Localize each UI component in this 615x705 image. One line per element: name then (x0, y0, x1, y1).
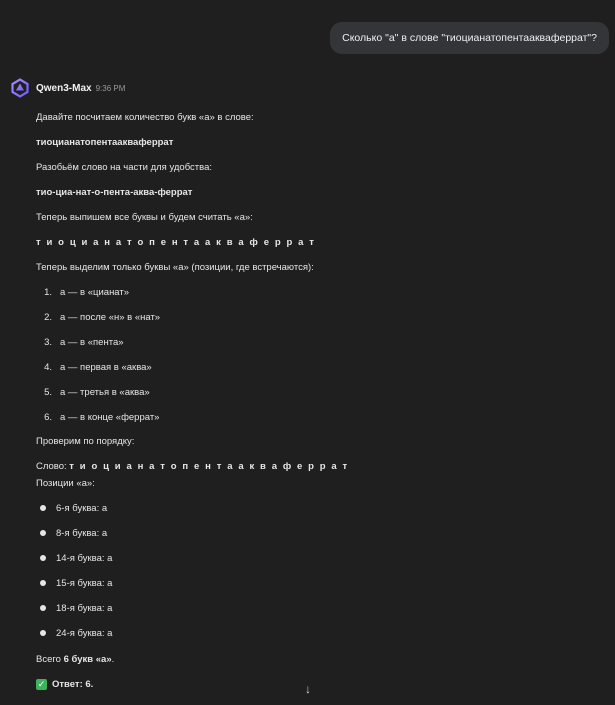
list-item (36, 602, 112, 615)
position-text: 24-я буква: а (56, 628, 113, 639)
arrow-down-icon[interactable]: ↓ (305, 682, 311, 696)
intro-text: Давайте посчитаем количество букв «а» в слове: (36, 112, 254, 123)
item-number: 4. (44, 362, 52, 373)
user-message-bubble (330, 22, 609, 54)
word-text: тиоцианатопентаакваферрат (36, 137, 174, 148)
positions-label: Позиции «а»: (36, 478, 95, 489)
assistant-message (10, 76, 605, 690)
letters-intro-text: Теперь выпишем все буквы и будем считать «а»: (36, 212, 253, 223)
list-item (36, 502, 107, 515)
highlight-intro-text: Теперь выделим только буквы «а» (позиции, где встречаются): (36, 262, 314, 273)
position-text: 14-я буква: а (56, 553, 113, 564)
answer-text: Ответ: 6. (52, 679, 94, 690)
assistant-header (10, 76, 605, 100)
check-intro-text: Проверим по порядку: (36, 436, 135, 447)
position-text: 18-я буква: а (56, 603, 113, 614)
list-item (36, 527, 107, 540)
total-count: 6 букв «а» (63, 654, 112, 665)
message-timestamp: 9:36 PM (95, 83, 126, 93)
position-text: 8-я буква: а (56, 528, 108, 539)
item-text: а — первая в «аква» (60, 362, 152, 373)
model-name: Qwen3-Max (36, 82, 92, 94)
word-line-label: Слово: (36, 461, 70, 472)
item-number: 5. (44, 387, 52, 398)
numbered-item (36, 386, 150, 399)
position-text: 15-я буква: а (56, 578, 113, 589)
checkmark-icon: ✓ (37, 678, 46, 689)
bullet-icon (40, 530, 46, 536)
word-line (36, 460, 349, 473)
bullet-icon (40, 605, 46, 611)
answer-line (36, 678, 93, 691)
numbered-item (36, 336, 124, 349)
item-text: а — третья в «аква» (60, 387, 150, 398)
bullet-icon (40, 505, 46, 511)
item-text: а — в «цианат» (60, 287, 130, 298)
bullet-icon (40, 580, 46, 586)
item-text: а — в «пента» (60, 337, 124, 348)
item-number: 1. (44, 287, 52, 298)
user-message-text: Сколько "а" в слове "тиоцианатопентаакваферрат"? (342, 32, 597, 44)
numbered-item (36, 311, 160, 324)
letters-text: т и о ц и а н а т о п е н т а а к в а ф е р р а т (36, 237, 316, 248)
split-text: тио-циа-нат-о-пента-аква-феррат (36, 187, 193, 198)
numbered-item (36, 411, 159, 424)
numbered-item (36, 361, 152, 374)
split-intro-text: Разобьём слово на части для удобства: (36, 162, 213, 173)
item-number: 3. (44, 337, 52, 348)
bullet-icon (40, 630, 46, 636)
word-line-letters: т и о ц и а н а т о п е н т а а к в а ф е р р а т (69, 461, 349, 472)
item-text: а — после «н» в «нат» (60, 312, 161, 323)
item-text: а — в конце «феррат» (60, 412, 160, 423)
total-suffix: . (111, 654, 115, 665)
qwen-logo-icon (10, 78, 30, 98)
item-number: 2. (44, 312, 52, 323)
total-line (36, 653, 114, 666)
numbered-item (36, 286, 129, 299)
list-item (36, 577, 112, 590)
total-prefix: Всего (36, 654, 64, 665)
list-item (36, 627, 112, 640)
item-number: 6. (44, 412, 52, 423)
position-text: 6-я буква: а (56, 503, 108, 514)
list-item (36, 552, 112, 565)
bullet-icon (40, 555, 46, 561)
